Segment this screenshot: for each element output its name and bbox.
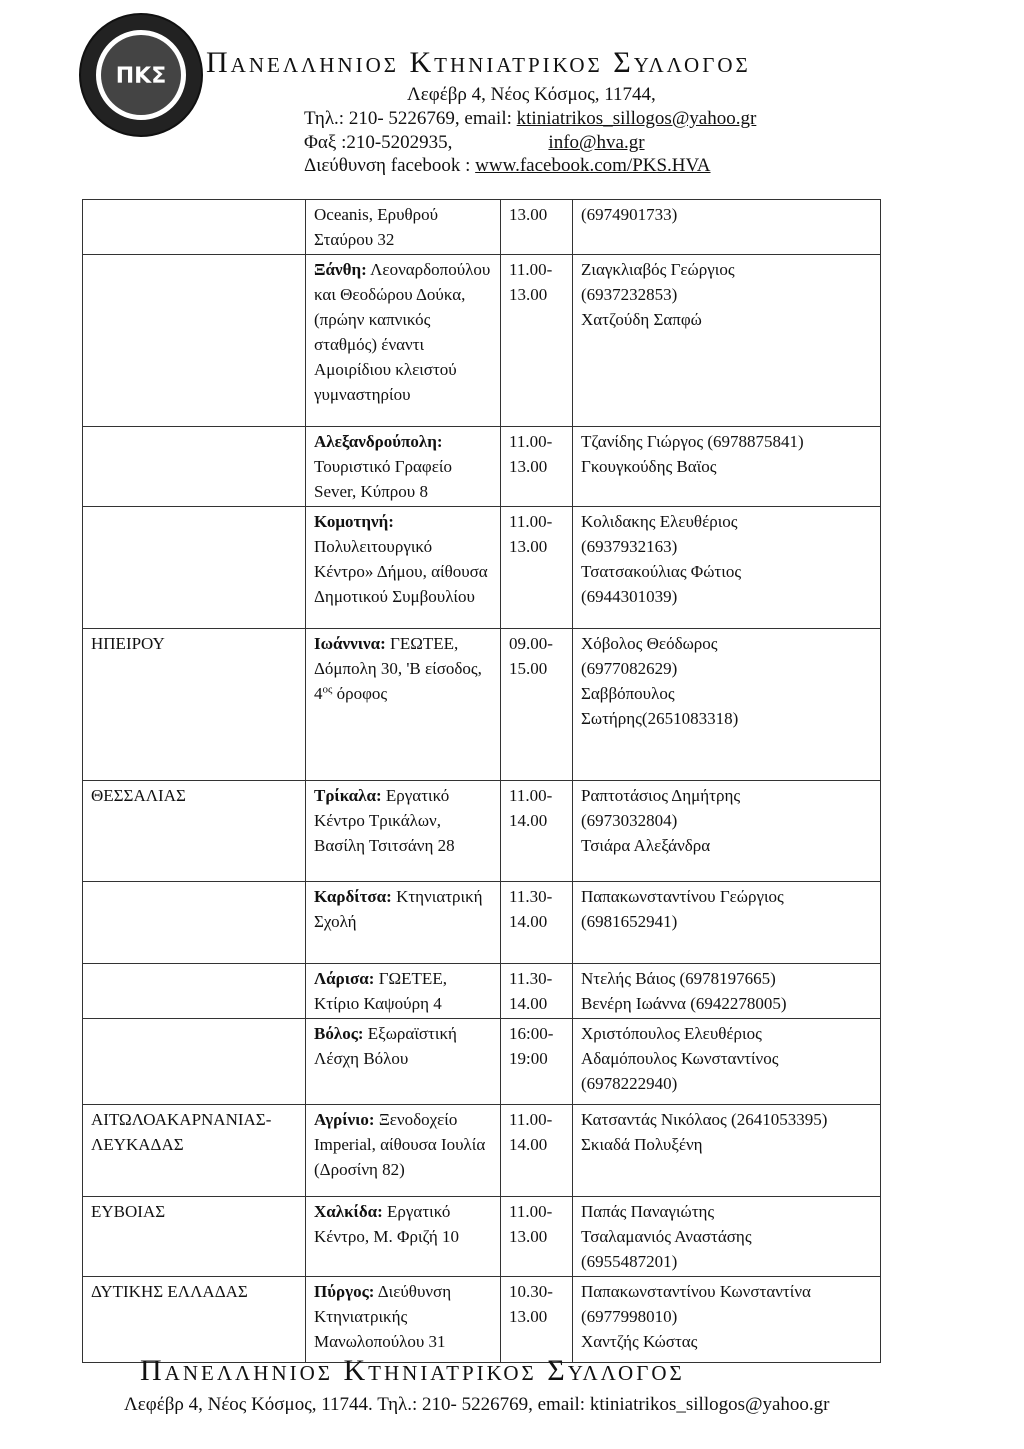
contact-line: Κολιδακης Ελευθέριος [581, 512, 738, 531]
hours-line: 14.00 [509, 912, 548, 931]
contact-line: Τσαλαμανιός Αναστάσης [581, 1227, 752, 1246]
hours-cell [501, 1197, 573, 1277]
region-cell [83, 964, 306, 1019]
venue-address: Κτηνιατρική Σχολή [314, 887, 483, 931]
contact-line: Ραπτοτάσιος Δημήτρης [581, 786, 741, 805]
contact-line: (6977998010) [581, 1307, 678, 1326]
city-name: Ξάνθη: [314, 260, 367, 279]
header-address: Λεφέβρ 4, Νέος Κόσμος, 11744, [407, 84, 656, 105]
header-facebook-line [304, 155, 711, 177]
location-cell [306, 200, 501, 255]
hours-line: 16:00- [509, 1024, 554, 1043]
hours-cell [501, 255, 573, 427]
hours-line: 13.00 [509, 205, 548, 224]
location-cell [306, 255, 501, 427]
contact-line: Χατζούδη Σαπφώ [581, 310, 702, 329]
location-cell [306, 1197, 501, 1277]
hours-cell [501, 1277, 573, 1363]
region-cell [83, 427, 306, 507]
table-row [83, 200, 881, 255]
city-name: Καρδίτσα: [314, 887, 392, 906]
location-cell [306, 427, 501, 507]
contacts-cell [573, 1019, 881, 1105]
contacts-cell [573, 1197, 881, 1277]
contact-line: Βενέρη Ιωάννα (6942278005) [581, 994, 787, 1013]
city-name: Λάρισα: [314, 969, 375, 988]
table-row [83, 882, 881, 964]
hours-line: 19:00 [509, 1049, 548, 1068]
city-name: Κομοτηνή: [314, 512, 394, 531]
hours-line: 11.30- [509, 887, 553, 906]
association-logo-seal [78, 12, 204, 138]
city-name: Τρίκαλα: [314, 786, 382, 805]
contact-line: (6974901733) [581, 205, 678, 224]
hours-line: 14.00 [509, 1135, 548, 1154]
location-cell [306, 1105, 501, 1197]
city-name: Πύργος: [314, 1282, 375, 1301]
table-row [83, 1277, 881, 1363]
ordinal-suffix: ος [322, 683, 333, 696]
logo-text: ΠΚΣ [115, 64, 167, 89]
contact-line: (6977082629) [581, 659, 678, 678]
hours-line: 11.00- [509, 1110, 553, 1129]
contact-line: Παπακωνσταντίνου Κωνσταντίνα [581, 1282, 811, 1301]
venue-address: ΓΕΩΤΕΕ, Δόμπολη 30, 'Β είσοδος, 4 [314, 634, 482, 703]
contact-line: (6973032804) [581, 811, 678, 830]
hours-cell [501, 882, 573, 964]
hours-line: 11.00- [509, 512, 553, 531]
header-fax-line [304, 132, 645, 154]
contact-line: Χριστόπουλος Ελευθέριος [581, 1024, 762, 1043]
venue-address: Πολυλειτουργικό Κέντρο» Δήμου, αίθουσα Δημοτικού Συμβουλίου [314, 537, 488, 606]
facebook-link[interactable]: www.facebook.com/PKS.HVA [475, 155, 711, 176]
hours-cell [501, 507, 573, 629]
contact-line: Χόβολος Θεόδωρος [581, 634, 718, 653]
hours-line: 14.00 [509, 811, 548, 830]
contacts-cell [573, 1105, 881, 1197]
hours-line: 13.00 [509, 285, 548, 304]
table-row [83, 255, 881, 427]
footer-title: Πανελληνιος Κτηνιατρικος Συλλογος [140, 1354, 685, 1387]
region-cell [83, 1019, 306, 1105]
hours-line: 11.00- [509, 1202, 553, 1221]
region-cell [83, 200, 306, 255]
hours-line: 11.00- [509, 786, 553, 805]
venue-address: Εργατικό Κέντρο, Μ. Φριζή 10 [314, 1202, 460, 1246]
table-row [83, 1105, 881, 1197]
contacts-cell [573, 1277, 881, 1363]
contacts-cell [573, 882, 881, 964]
contact-line: Σαββόπουλος [581, 684, 675, 703]
header-phone-line [304, 108, 756, 130]
table-row [83, 507, 881, 629]
hours-line: 11.00- [509, 260, 553, 279]
hours-line: 13.00 [509, 1227, 548, 1246]
contact-line: Κατσαντάς Νικόλαος (2641053395) [581, 1110, 828, 1129]
vaccination-centers-table [82, 199, 881, 1363]
hours-cell [501, 200, 573, 255]
location-cell [306, 964, 501, 1019]
hours-line: 10.30- [509, 1282, 553, 1301]
fax-label: Φαξ :210-5202935, [304, 132, 453, 153]
contacts-cell [573, 781, 881, 882]
contact-line: (6978222940) [581, 1074, 678, 1093]
phone-label: Τηλ.: 210- 5226769, email: [304, 108, 517, 129]
location-cell [306, 1277, 501, 1363]
city-name: Χαλκίδα: [314, 1202, 383, 1221]
contacts-cell [573, 427, 881, 507]
venue-address: Oceanis, Ερυθρού Σταύρου 32 [314, 205, 439, 249]
hours-cell [501, 1105, 573, 1197]
hours-cell [501, 781, 573, 882]
venue-address: Ξενοδοχείο Imperial, αίθουσα Ιουλία (Δροσίνη 82) [314, 1110, 486, 1179]
region-cell: ΗΠΕΙΡΟΥ [83, 629, 306, 781]
hours-line: 11.30- [509, 969, 553, 988]
header-title: Πανελληνιος Κτηνιατρικος Συλλογος [206, 46, 751, 79]
hours-line: 15.00 [509, 659, 548, 678]
venue-address: Εξωραϊστική Λέσχη Βόλου [314, 1024, 457, 1068]
hours-line: 09.00- [509, 634, 553, 653]
region-cell: ΑΙΤΩΛΟΑΚΑΡΝΑΝΙΑΣ-ΛΕΥΚΑΔΑΣ [83, 1105, 306, 1197]
region-cell [83, 882, 306, 964]
contact-line: Αδαμόπουλος Κωνσταντίνος [581, 1049, 779, 1068]
region-cell [83, 255, 306, 427]
venue-address: Εργατικό Κέντρο Τρικάλων, Βασίλη Τσιτσάνη 28 [314, 786, 455, 855]
contacts-cell [573, 507, 881, 629]
region-cell: ΕΥΒΟΙΑΣ [83, 1197, 306, 1277]
fax-email-link[interactable]: info@hva.gr [548, 132, 645, 153]
venue-address-tail: όροφος [332, 684, 388, 703]
location-cell [306, 629, 501, 781]
hours-cell [501, 427, 573, 507]
contact-line: (6955487201) [581, 1252, 678, 1271]
contact-line: Σωτήρης(2651083318) [581, 709, 739, 728]
table-row [83, 964, 881, 1019]
hours-cell [501, 1019, 573, 1105]
region-cell: ΔΥΤΙΚΗΣ ΕΛΛΑΔΑΣ [83, 1277, 306, 1363]
contact-line: Τσατσακούλιας Φώτιος [581, 562, 742, 581]
contact-line: Τζανίδης Γιώργος (6978875841) [581, 432, 804, 451]
city-name: Αλεξανδρούπολη: [314, 432, 443, 451]
table-row [83, 781, 881, 882]
region-cell [83, 507, 306, 629]
contact-line: (6981652941) [581, 912, 678, 931]
table-row [83, 1019, 881, 1105]
hours-cell [501, 629, 573, 781]
venue-address: ΓΩΕΤΕΕ, Κτίριο Καψούρη 4 [314, 969, 447, 1013]
location-cell [306, 781, 501, 882]
city-name: Αγρίνιο: [314, 1110, 375, 1129]
contacts-cell [573, 255, 881, 427]
footer-contact-line: Λεφέβρ 4, Νέος Κόσμος, 11744. Τηλ.: 210- 5226769, email: ktiniatrikos_sillogos@yahoo.gr [124, 1394, 830, 1415]
city-name: Βόλος: [314, 1024, 364, 1043]
contacts-cell [573, 964, 881, 1019]
contact-line: Γκουγκούδης Βαϊος [581, 457, 717, 476]
hours-cell [501, 964, 573, 1019]
venue-address: Διεύθυνση Κτηνιατρικής Μανωλοπούλου 31 [314, 1282, 452, 1351]
location-cell [306, 882, 501, 964]
contact-line: Παπακωνσταντίνου Γεώργιος [581, 887, 784, 906]
hours-line: 13.00 [509, 537, 548, 556]
hours-line: 13.00 [509, 1307, 548, 1326]
contact-line: (6944301039) [581, 587, 678, 606]
city-name: Ιωάννινα: [314, 634, 386, 653]
table-row [83, 427, 881, 507]
venue-address: Λεοναρδοπούλου και Θεοδώρου Δούκα, (πρώην καπνικός σταθμός) έναντι Αμοιρίδιου κλειστού γυμναστηρίου [314, 260, 491, 404]
contacts-cell [573, 629, 881, 781]
region-cell: ΘΕΣΣΑΛΙΑΣ [83, 781, 306, 882]
email-link[interactable]: ktiniatrikos_sillogos@yahoo.gr [516, 108, 757, 129]
table-row [83, 1197, 881, 1277]
contact-line: Χαντζής Κώστας [581, 1332, 698, 1351]
contact-line: Ντελής Βάιος (6978197665) [581, 969, 776, 988]
contact-line: Ζιαγκλιαβός Γεώργιος [581, 260, 735, 279]
contact-line: Τσιάρα Αλεξάνδρα [581, 836, 711, 855]
contact-line: Παπάς Παναγιώτης [581, 1202, 715, 1221]
location-cell [306, 1019, 501, 1105]
hours-line: 13.00 [509, 457, 548, 476]
venue-address: Τουριστικό Γραφείο Sever, Κύπρου 8 [314, 457, 452, 501]
table-row [83, 629, 881, 781]
contact-line: Σκιαδά Πολυξένη [581, 1135, 703, 1154]
facebook-label: Διεύθυνση facebook : [304, 155, 476, 176]
hours-line: 11.00- [509, 432, 553, 451]
hours-line: 14.00 [509, 994, 548, 1013]
contact-line: (6937232853) [581, 285, 678, 304]
contacts-cell [573, 200, 881, 255]
contact-line: (6937932163) [581, 537, 678, 556]
location-cell [306, 507, 501, 629]
